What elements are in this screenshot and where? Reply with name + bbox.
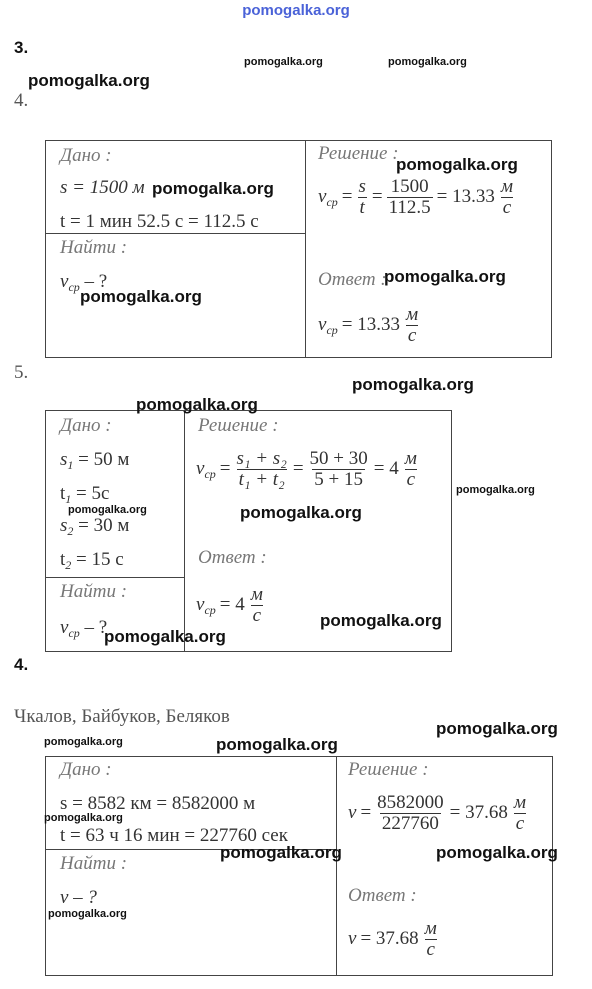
given-distance: s = 8582 км = 8582000 м [60,793,256,814]
divider [305,141,306,357]
problem-number-4b: 4. [14,655,29,674]
given-time: t = 1 мин 52.5 с = 112.5 с [60,211,259,232]
answer-heading: Ответ : [198,547,267,568]
find-heading: Найти : [60,853,128,874]
given-distance: s = 1500 м [60,177,145,198]
divider [184,411,185,651]
solution-formula: $v_{ср}$ = $\frac{s}{t}$ = $\frac{1500}{112.5}$ = 13.33 $\frac{м}{с}$ [318,176,514,218]
watermark: pomogalka.org [384,267,506,286]
find-heading: Найти : [60,581,128,602]
watermark: pomogalka.org [396,155,518,174]
given-t1: $t_1 = 5с$ [60,483,110,506]
pilot-names: Чкалов, Байбуков, Беляков [14,706,230,727]
watermark: pomogalka.org [28,71,150,90]
solution-formula: v = $\frac{8582000}{227760}$ = 37.68 $\frac{м}{с}$ [348,792,527,834]
answer-heading: Ответ : [318,269,387,290]
watermark: pomogalka.org [388,56,467,68]
watermark: pomogalka.org [244,56,323,68]
watermark: pomogalka.org [68,504,147,516]
watermark: pomogalka.org [80,287,202,306]
divider [336,757,337,975]
given-s1: $s_1 = 50$ м [60,449,130,472]
watermark: pomogalka.org [152,179,274,198]
find-speed: v – ? [60,887,97,908]
given-t2: $t_2 = 15$ с [60,549,124,572]
problem-number-5: 5. [14,362,29,383]
watermark: pomogalka.org [320,611,442,630]
given-heading: Дано : [60,145,112,166]
find-speed: $v_{ср}$ – ? [60,271,108,294]
divider [46,233,305,234]
problem-number-4: 4. [14,90,29,111]
solution-heading: Решение : [348,759,429,780]
problem-number-3: 3. [14,38,29,57]
watermark: pomogalka.org [352,375,474,394]
watermark: pomogalka.org [220,843,342,862]
given-heading: Дано : [60,415,112,436]
watermark: pomogalka.org [48,908,127,920]
answer-heading: Ответ : [348,885,417,906]
watermark: pomogalka.org [44,812,123,824]
answer-value: $v_{ср}$ = 13.33 $\frac{м}{с}$ [318,304,419,346]
watermark: pomogalka.org [44,736,123,748]
find-speed: $v_{ср}$ – ? [60,617,108,640]
watermark: pomogalka.org [216,735,338,754]
watermark: pomogalka.org [436,843,558,862]
site-header[interactable]: pomogalka.org [242,2,350,19]
given-heading: Дано : [60,759,112,780]
watermark: pomogalka.org [456,484,535,496]
problem-4b-box [45,756,553,976]
watermark: pomogalka.org [136,395,258,414]
watermark: pomogalka.org [436,719,558,738]
solution-heading: Решение : [198,415,279,436]
given-s2: $s_2 = 30$ м [60,515,130,538]
solution-formula: $v_{ср}$ = $\frac{\text{s₁ + s₂}}{\text{t₁ + t₂}}$ = $\frac{50 + 30}{5 + 15}$ = 4 $\frac{м}{с}$ [196,448,417,490]
answer-value: v = 37.68 $\frac{м}{с}$ [348,918,437,960]
answer-value: $v_{ср}$ = 4 $\frac{м}{с}$ [196,584,263,626]
solution-heading: Решение : [318,143,399,164]
watermark: pomogalka.org [104,627,226,646]
given-time: t = 63 ч 16 мин = 227760 сек [60,825,288,846]
watermark: pomogalka.org [240,503,362,522]
divider [46,577,184,578]
find-heading: Найти : [60,237,128,258]
